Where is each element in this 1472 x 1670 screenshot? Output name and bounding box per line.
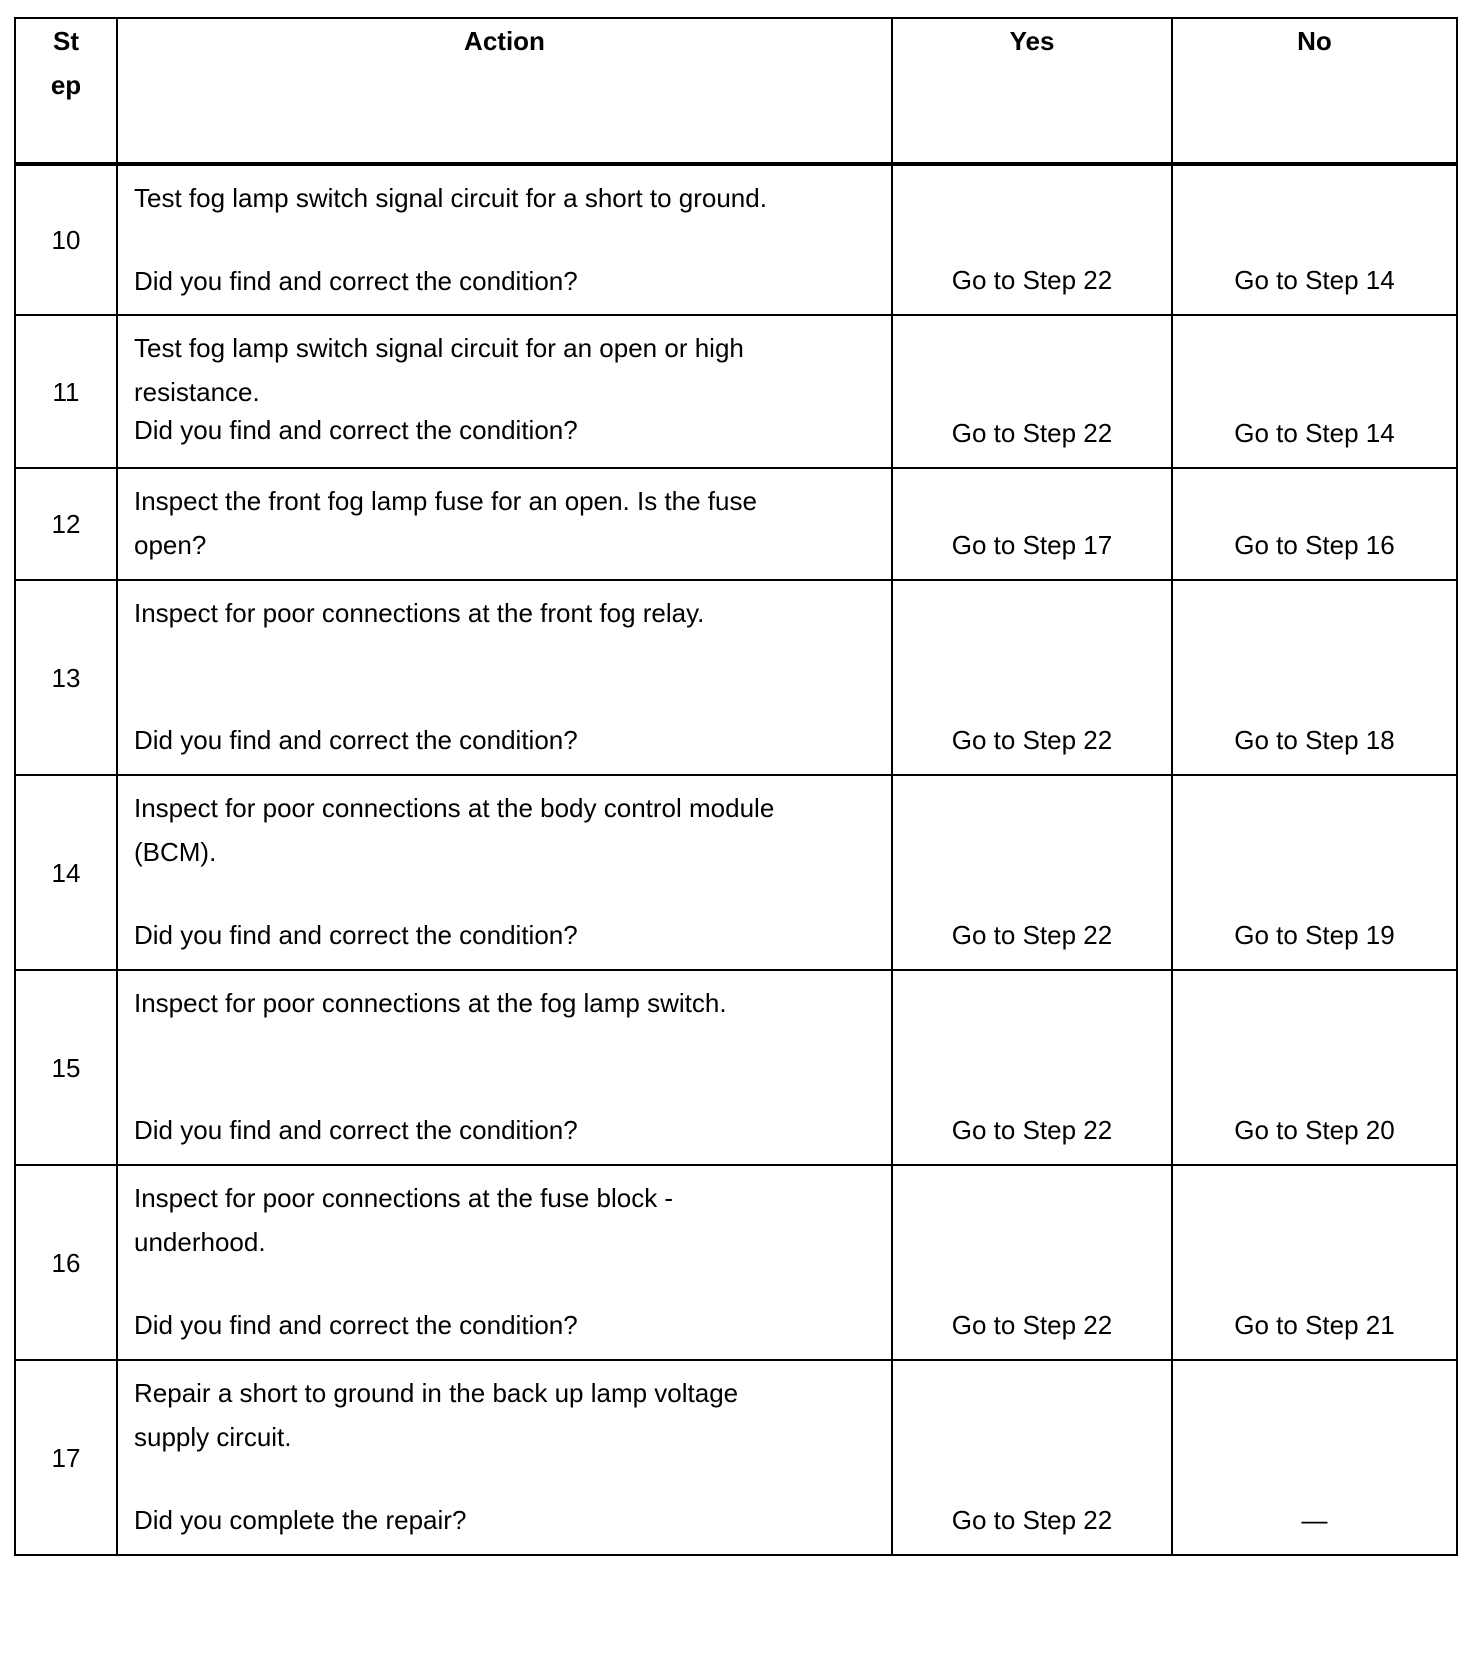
no-result: Go to Step 14 xyxy=(1172,315,1457,468)
action-question: Did you find and correct the condition? xyxy=(134,920,578,950)
step-number: 12 xyxy=(15,468,117,580)
action-cell xyxy=(117,580,892,775)
step-number: 13 xyxy=(15,580,117,775)
header-yes: Yes xyxy=(892,18,1172,164)
action-text: underhood. xyxy=(134,1227,266,1257)
action-cell xyxy=(117,1165,892,1360)
action-text: open? xyxy=(134,530,207,560)
yes-result: Go to Step 22 xyxy=(892,775,1172,970)
step-number: 14 xyxy=(15,775,117,970)
no-result: Go to Step 14 xyxy=(1172,164,1457,315)
table-row xyxy=(15,775,1457,970)
table-row xyxy=(15,1360,1457,1555)
no-result: — xyxy=(1172,1360,1457,1555)
action-text: (BCM). xyxy=(134,837,217,867)
action-question: Did you find and correct the condition? xyxy=(134,266,578,296)
header-row xyxy=(15,18,1457,164)
header-no: No xyxy=(1172,18,1457,164)
action-text: Test fog lamp switch signal circuit for an open or high xyxy=(134,333,744,363)
action-text: resistance. xyxy=(134,377,260,407)
diagnostic-table xyxy=(14,17,1458,1556)
action-cell xyxy=(117,164,892,315)
action-text: supply circuit. xyxy=(134,1422,292,1452)
no-result: Go to Step 19 xyxy=(1172,775,1457,970)
table-row xyxy=(15,580,1457,775)
action-question: Did you find and correct the condition? xyxy=(134,415,578,445)
action-question: Did you find and correct the condition? xyxy=(134,725,578,755)
action-cell xyxy=(117,468,892,580)
yes-result: Go to Step 22 xyxy=(892,315,1172,468)
step-number: 17 xyxy=(15,1360,117,1555)
action-cell xyxy=(117,775,892,970)
table-row xyxy=(15,1165,1457,1360)
action-text: Inspect for poor connections at the front fog relay. xyxy=(134,598,705,628)
header-step: St ep xyxy=(15,18,117,164)
no-result: Go to Step 18 xyxy=(1172,580,1457,775)
action-text: Repair a short to ground in the back up lamp voltage xyxy=(134,1378,739,1408)
yes-result: Go to Step 22 xyxy=(892,1165,1172,1360)
no-result: Go to Step 16 xyxy=(1172,468,1457,580)
action-text: Test fog lamp switch signal circuit for a short to ground. xyxy=(134,183,767,213)
no-result: Go to Step 21 xyxy=(1172,1165,1457,1360)
step-number: 11 xyxy=(15,315,117,468)
action-question: Did you complete the repair? xyxy=(134,1505,467,1535)
step-number: 10 xyxy=(15,164,117,315)
action-cell xyxy=(117,970,892,1165)
table-row xyxy=(15,970,1457,1165)
yes-result: Go to Step 17 xyxy=(892,468,1172,580)
yes-result: Go to Step 22 xyxy=(892,164,1172,315)
yes-result: Go to Step 22 xyxy=(892,1360,1172,1555)
action-text: Inspect the front fog lamp fuse for an open. Is the fuse xyxy=(134,486,757,516)
table-row xyxy=(15,315,1457,468)
action-text: Inspect for poor connections at the body control module xyxy=(134,793,775,823)
table-row xyxy=(15,164,1457,315)
action-cell xyxy=(117,1360,892,1555)
action-question: Did you find and correct the condition? xyxy=(134,1310,578,1340)
yes-result: Go to Step 22 xyxy=(892,580,1172,775)
action-text: Inspect for poor connections at the fog lamp switch. xyxy=(134,988,727,1018)
action-cell xyxy=(117,315,892,468)
step-number: 15 xyxy=(15,970,117,1165)
table-row xyxy=(15,468,1457,580)
no-result: Go to Step 20 xyxy=(1172,970,1457,1165)
yes-result: Go to Step 22 xyxy=(892,970,1172,1165)
header-action: Action xyxy=(117,18,892,164)
action-text: Inspect for poor connections at the fuse block - xyxy=(134,1183,674,1213)
step-number: 16 xyxy=(15,1165,117,1360)
action-question: Did you find and correct the condition? xyxy=(134,1115,578,1145)
